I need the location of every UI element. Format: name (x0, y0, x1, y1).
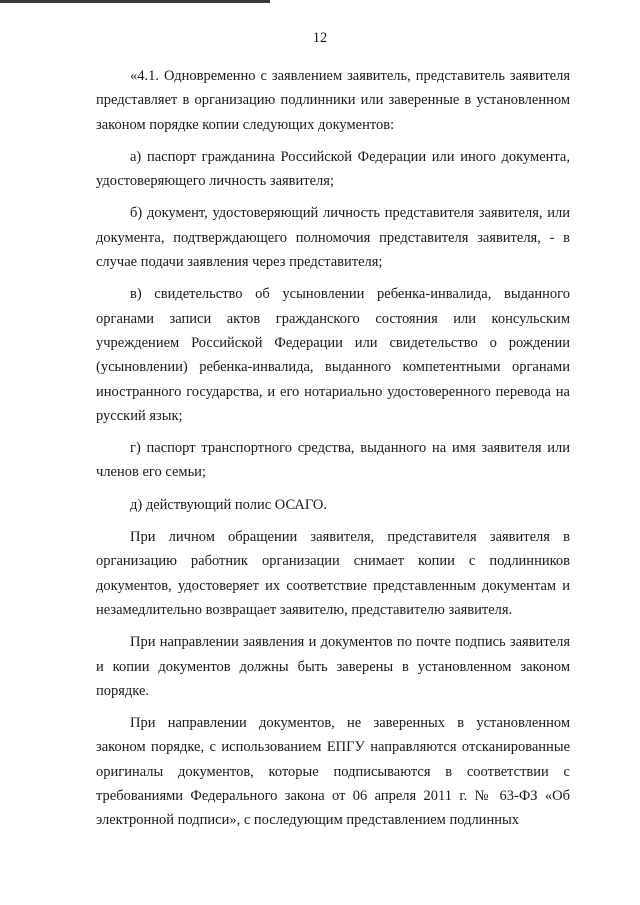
paragraph-item-v: в) свидетельство об усыновлении ребенка-инвалида, выданного органами записи актов гражданского состояния или консульским учреждением Российской Федерации или свидетельство о рождении (усыновлении) ребенка-инвалида, выданного компетентными органами иностранного государства, и его нотариально удостоверенного перевода на русский язык; (96, 286, 570, 424)
document-body (96, 64, 570, 841)
paragraph-epgu-submission: При направлении документов, не заверенных в установленном законом порядке, с использованием ЕПГУ направляются отсканированные оригиналы документов, которые подписываются в соответствии с требованиями Федерального закона от 06 апреля 2011 г. № 63-ФЗ «Об электронной подписи», с последующим представлением подлинных (96, 715, 570, 829)
page-number: 12 (312, 30, 328, 46)
scan-edge-line (0, 0, 270, 3)
paragraph-item-d: д) действующий полис ОСАГО. (130, 496, 327, 513)
paragraph-item-g: г) паспорт транспортного средства, выданного на имя заявителя или членов его семьи; (96, 440, 570, 481)
paragraph-item-a: а) паспорт гражданина Российской Федерации или иного документа, удостоверяющего личность заявителя; (96, 148, 570, 190)
paragraph-postal-submission: При направлении заявления и документов по почте подпись заявителя и копии документов должны быть заверены в установленном законом порядке. (96, 634, 570, 699)
paragraph-personal-visit: При личном обращении заявителя, представителя заявителя в организацию работник организации снимает копии с подлинников документов, удостоверяет их соответствие представленным документам и незамедлительно возвращает заявителю, представителю заявителя. (96, 529, 570, 618)
paragraph-4-1-intro: «4.1. Одновременно с заявлением заявитель, представитель заявителя представляет в организацию подлинники или заверенные в установленном законом порядке копии следующих документов: (96, 68, 570, 133)
paragraph-item-b: б) документ, удостоверяющий личность представителя заявителя, или документа, подтверждающего полномочия представителя заявителя, - в случае подачи заявления через представителя; (96, 205, 570, 271)
